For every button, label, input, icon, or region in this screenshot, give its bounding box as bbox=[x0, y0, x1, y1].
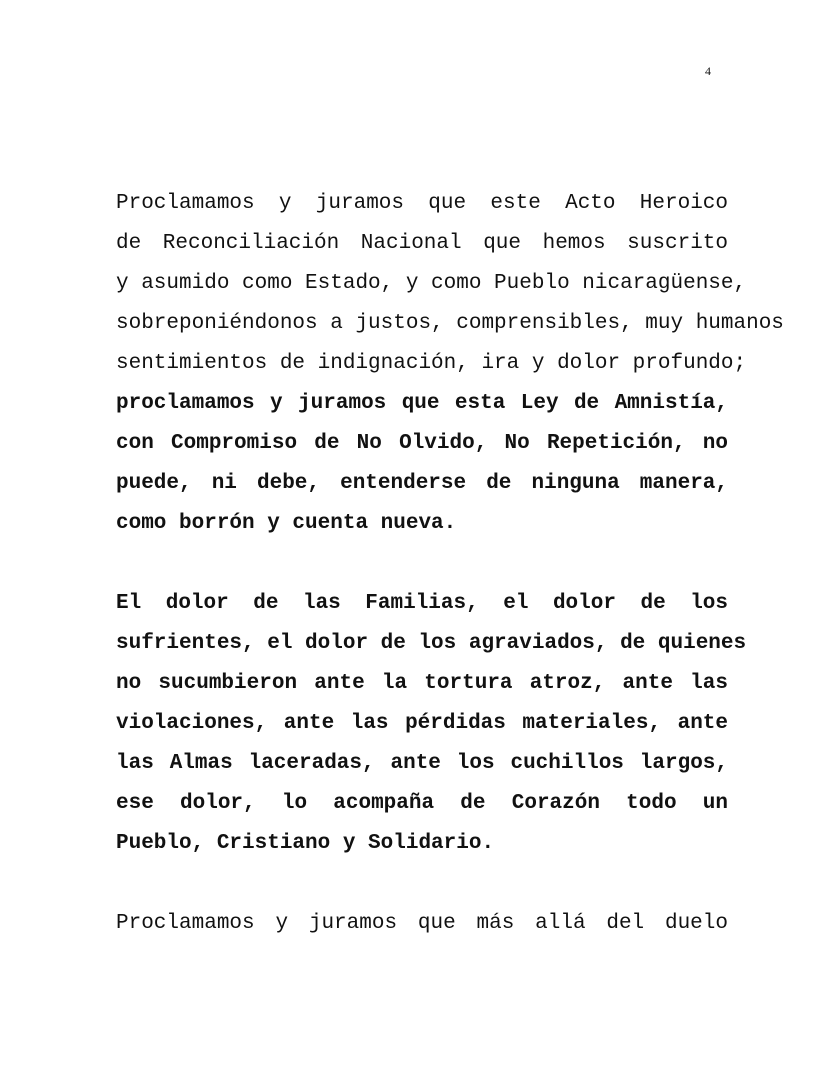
paragraph-1-line-2: de Reconciliación Nacional que hemos suscrito bbox=[116, 232, 728, 255]
paragraph-3-line-1: El dolor de las Familias, el dolor de los bbox=[116, 592, 728, 615]
paragraph-1-line-3: y asumido como Estado, y como Pueblo nicaragüense, bbox=[116, 272, 747, 295]
paragraph-2-line-1: proclamamos y juramos que esta Ley de Amnistía, bbox=[116, 392, 728, 415]
paragraph-3-line-2: sufrientes, el dolor de los agraviados, de quienes bbox=[116, 632, 747, 655]
paragraph-3-line-6: ese dolor, lo acompaña de Corazón todo un bbox=[116, 792, 728, 815]
paragraph-3-line-7: Pueblo, Cristiano y Solidario. bbox=[116, 832, 495, 855]
paragraph-2-line-2: con Compromiso de No Olvido, No Repetición, no bbox=[116, 432, 728, 455]
paragraph-1-line-1: Proclamamos y juramos que este Acto Heroico bbox=[116, 192, 728, 215]
paragraph-1-line-4: sobreponiéndonos a justos, comprensibles, muy humanos bbox=[116, 312, 784, 335]
paragraph-2-line-4: como borrón y cuenta nueva. bbox=[116, 512, 457, 535]
paragraph-3-line-5: las Almas laceradas, ante los cuchillos largos, bbox=[116, 752, 728, 775]
paragraph-3-line-3: no sucumbieron ante la tortura atroz, ante las bbox=[116, 672, 728, 695]
paragraph-2-line-3: puede, ni debe, entenderse de ninguna manera, bbox=[116, 472, 728, 495]
page-number: 4 bbox=[705, 64, 711, 78]
paragraph-3-line-4: violaciones, ante las pérdidas materiales, ante bbox=[116, 712, 728, 735]
paragraph-4-line-1: Proclamamos y juramos que más allá del duelo bbox=[116, 912, 728, 935]
paragraph-1-line-5: sentimientos de indignación, ira y dolor profundo; bbox=[116, 352, 747, 375]
